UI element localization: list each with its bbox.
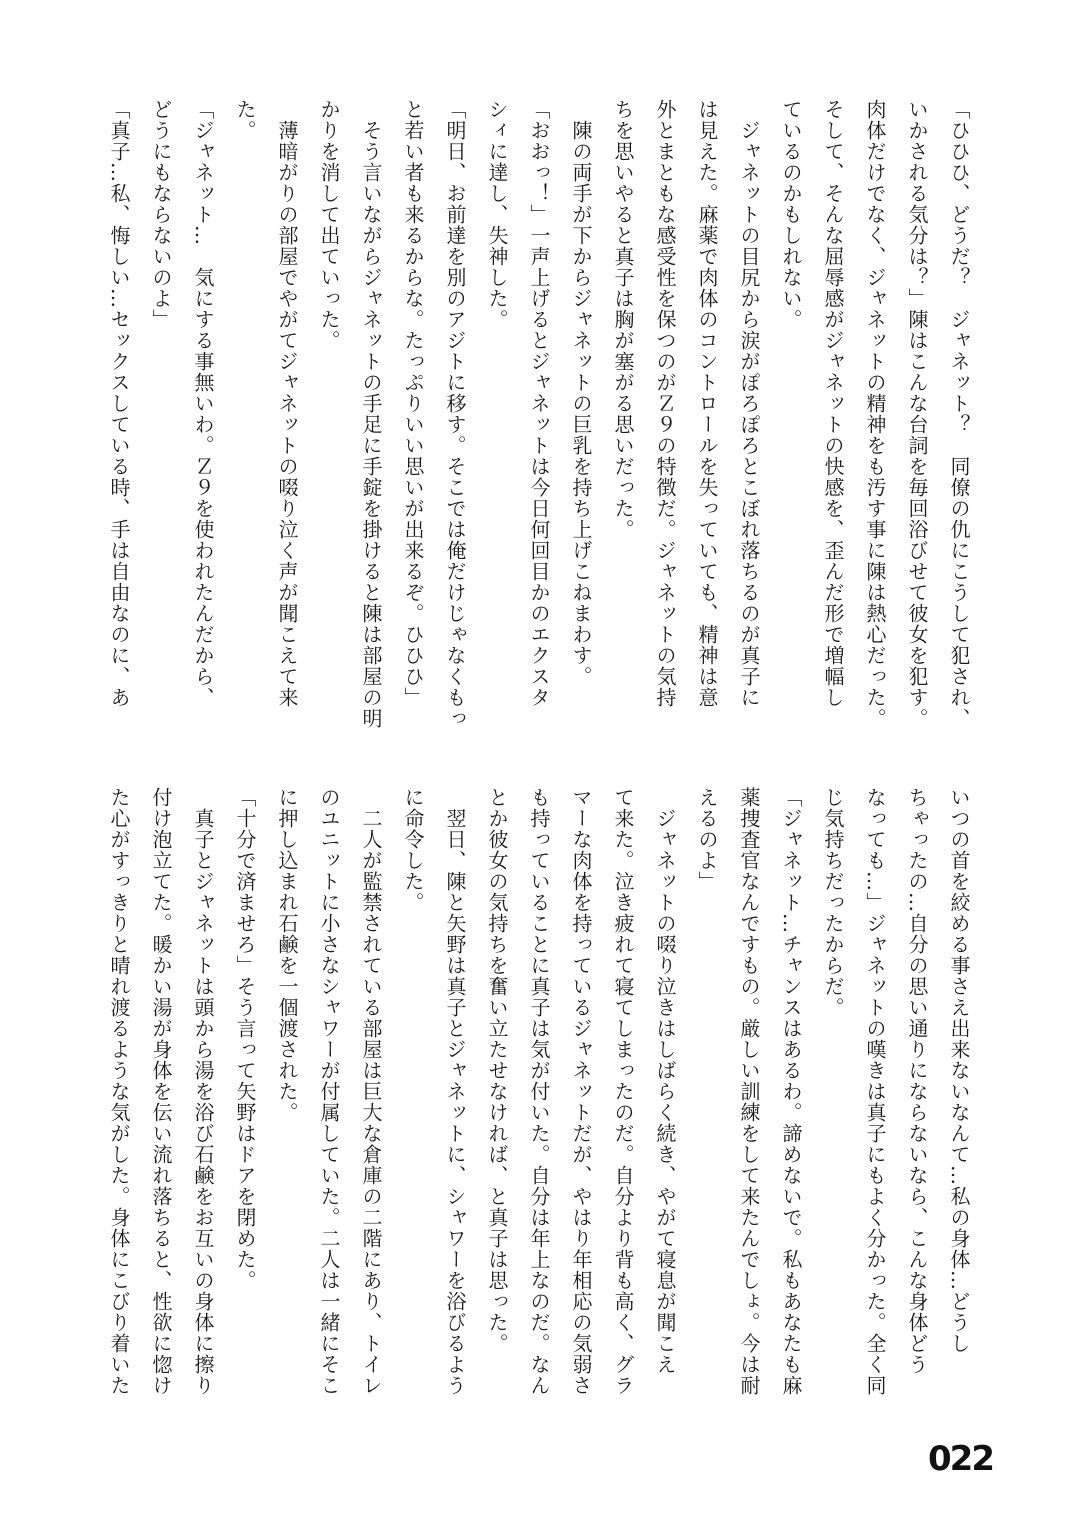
text-line: 「真子…私、悔しい…セックスしている時、手は自由なのに、あ xyxy=(107,99,131,708)
text-line: ているのかもしれない。 xyxy=(779,99,803,330)
text-block-bottom xyxy=(96,787,980,1439)
text-line: 陳の両手が下からジャネットの巨乳を持ち上げこねまわす。 xyxy=(569,120,593,687)
text-line: シィに達し、失神した。 xyxy=(485,99,509,330)
text-line: 「十分で済ませろ」そう言って矢野はドアを閉めた。 xyxy=(233,787,257,1291)
text-line: ジャネットの目尻から涙がぽろぽろとこぼれ落ちるのが真子に xyxy=(737,120,761,708)
text-line: えるのよ」 xyxy=(695,787,719,892)
text-line: た。 xyxy=(233,99,257,141)
text-line: いつの首を絞める事さえ出来ないなんて…私の身体…どうし xyxy=(947,787,971,1354)
text-line: 「おおっ！」一声上げるとジャネットは今日何回目かのエクスタ xyxy=(527,99,551,708)
text-line: のユニットに小さなシャワーが付属していた。二人は一緒にそこ xyxy=(317,787,341,1396)
text-line: ちゃったの…自分の思い通りにならないなら、こんな身体どう xyxy=(905,787,929,1375)
text-line: と若い者も来るからな。たっぷりいい思いが出来るぞ。ひひひ」 xyxy=(401,99,425,708)
text-line: そう言いながらジャネットの手足に手錠を掛けると陳は部屋の明 xyxy=(359,120,383,729)
text-line: た心がすっきりと晴れ渡るような気がした。身体にこびり着いた xyxy=(107,787,131,1396)
text-line: なっても…」ジャネットの嘆きは真子にもよく分かった。全く同 xyxy=(863,787,887,1396)
text-line: は見えた。麻薬で肉体のコントロールを失っていても、精神は意 xyxy=(695,99,719,708)
text-line: 薬捜査官なんですもの。厳しい訓練をして来たんでしょ。今は耐 xyxy=(737,787,761,1396)
text-line: ちを思いやると真子は胸が塞がる思いだった。 xyxy=(611,99,635,540)
text-line: 真子とジャネットは頭から湯を浴び石鹸をお互いの身体に擦り xyxy=(191,808,215,1396)
text-line: かりを消して出ていった。 xyxy=(317,99,341,351)
text-line: 肉体だけでなく、ジャネットの精神をも汚す事に陳は熱心だった。 xyxy=(863,99,887,729)
text-block-top xyxy=(96,99,980,761)
text-line: いかされる気分は？」陳はこんな台詞を毎回浴びせて彼女を犯す。 xyxy=(905,99,929,729)
text-line: も持っていることに真子は気が付いた。自分は年上なのだ。なん xyxy=(527,787,551,1396)
text-line: 「明日、お前達を別のアジトに移す。そこでは俺だけじゃなくもっ xyxy=(443,99,467,729)
text-line: 「ひひひ、どうだ？ ジャネット？ 同僚の仇にこうして犯され、 xyxy=(947,99,971,729)
text-line: 外とまともな感受性を保つのがＺ９の特徴だ。ジャネットの気持 xyxy=(653,99,677,708)
text-line: に命令した。 xyxy=(401,787,425,913)
text-line: 付け泡立てた。暖かい湯が身体を伝い流れ落ちると、性欲に惚け xyxy=(149,787,173,1396)
text-line: 薄暗がりの部屋でやがてジャネットの啜り泣く声が聞こえて来 xyxy=(275,120,299,708)
text-line: て来た。泣き疲れて寝てしまったのだ。自分より背も高く、グラ xyxy=(611,787,635,1396)
text-line: ジャネットの啜り泣きはしばらく続き、やがて寝息が聞こえ xyxy=(653,808,677,1375)
text-line: じ気持ちだったからだ。 xyxy=(821,787,845,1018)
text-line: とか彼女の気持ちを奮い立たせなければ、と真子は思った。 xyxy=(485,787,509,1354)
text-line: 「ジャネット… 気にする事無いわ。Ｚ９を使われたんだから、 xyxy=(191,99,215,708)
text-line: 「ジャネット…チャンスはあるわ。諦めないで。私もあなたも麻 xyxy=(779,787,803,1396)
text-line: に押し込まれ石鹸を一個渡された。 xyxy=(275,787,299,1123)
text-line: 翌日、陳と矢野は真子とジャネットに、シャワーを浴びるよう xyxy=(443,808,467,1396)
text-line: マーな肉体を持っているジャネットだが、やはり年相応の気弱さ xyxy=(569,787,593,1396)
text-line: どうにもならないのよ」 xyxy=(149,99,173,330)
page-number: 022 xyxy=(928,1439,993,1479)
text-line: 二人が監禁されている部屋は巨大な倉庫の二階にあり、トイレ xyxy=(359,808,383,1396)
text-line: そして、そんな屈辱感がジャネットの快感を、歪んだ形で増幅し xyxy=(821,99,845,708)
